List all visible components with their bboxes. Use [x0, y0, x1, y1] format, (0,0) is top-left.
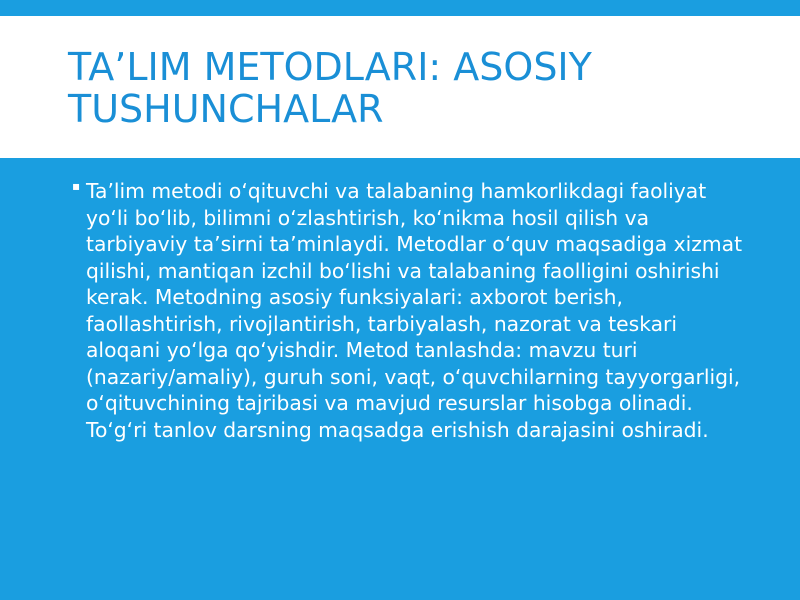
bullet-text: Ta’lim metodi o‘qituvchi va talabaning hamkorlikdagi faoliyat yo‘li bo‘lib, bilimni o‘zlashtirish, ko‘nikma hosil qilish va tarbiyaviy ta’sirni ta’minlaydi. Metodlar o‘quv maqsadiga xizmat qilishi, mantiqan izchil bo‘lishi va talabaning faolligini oshirishi kerak. Metodning asosiy funksiyalari: axborot berish, faollashtirish, rivojlantirish, tarbiyalash, nazorat va teskari aloqani yo‘lga qo‘yishdir. Metod tanlashda: mavzu turi (nazariy/amaliy), guruh soni, vaqt, o‘quvchilarning tayyorgarligi, o‘qituvchining tajribasi va mavjud resurslar hisobga olinadi. To‘g‘ri tanlov darsning maqsadga erishish darajasini oshiradi.	[86, 179, 743, 442]
slide-title: TA’LIM METODLARI: ASOSIY TUSHUNCHALAR	[68, 45, 592, 131]
slide-content	[72, 178, 752, 443]
bullet-square-icon: ▪	[72, 179, 81, 193]
bullet-item	[72, 178, 752, 443]
